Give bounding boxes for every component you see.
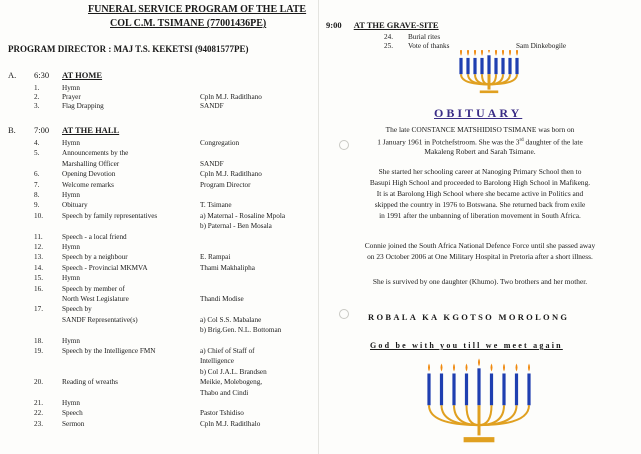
obituary-line-2-a: 1 January 1961 in Potchefstroom. She was the 3: [377, 137, 520, 147]
row-number: 22.: [34, 409, 43, 418]
row-number: 12.: [34, 243, 43, 251]
program-row: [0, 357, 318, 365]
row-number: 16.: [34, 284, 43, 293]
program-row: [0, 149, 318, 157]
row-number: 3.: [34, 101, 40, 110]
row-number: 9.: [34, 201, 40, 210]
program-row: [0, 337, 318, 345]
section-a-letter: A.: [8, 70, 17, 80]
obituary-line-7: skipped the country in 1976 to Botswana. She returned back from exile: [374, 200, 586, 209]
grave-site-time: 9:00: [326, 20, 342, 30]
program-row: [0, 274, 318, 282]
row-number: 25.: [384, 42, 393, 50]
row-item: Speech - a local friend: [62, 232, 127, 241]
program-row: [0, 285, 318, 293]
row-item: Speech by a neighbour: [62, 253, 128, 262]
obituary-line-2-sup: rd: [519, 138, 524, 143]
row-item: Burial rites: [408, 33, 441, 41]
row-number: 14.: [34, 263, 43, 272]
row-item: Speech: [62, 409, 83, 418]
row-responsible: T. Tsimane: [200, 201, 232, 210]
program-row: [0, 84, 318, 92]
row-responsible: Thandi Modise: [200, 295, 244, 303]
obituary-line-11: She is survived by one daughter (Khumo). Two brothers and her mother.: [372, 277, 588, 286]
row-item: Reading of wreaths: [62, 378, 118, 387]
program-row: [0, 305, 318, 313]
row-responsible: Cpln M.J. Raditlhano: [200, 92, 262, 101]
row-item: Sermon: [62, 419, 85, 428]
row-item: Speech by member of: [62, 284, 125, 293]
row-number: 24.: [384, 33, 393, 41]
row-responsible: Thabo and Cindi: [200, 388, 249, 397]
row-number: 13.: [34, 253, 43, 262]
row-item: Speech by: [62, 305, 92, 314]
section-a-time: 6:30: [34, 70, 50, 80]
row-responsible: a) Maternal - Rosaline Mpola: [200, 211, 286, 220]
program-row: [0, 368, 318, 376]
row-item: Hymn: [62, 274, 80, 283]
row-number: 19.: [34, 347, 43, 355]
row-number: 10.: [34, 211, 43, 220]
program-row: [0, 378, 318, 386]
row-item: Hymn: [62, 399, 80, 407]
row-item: Welcome remarks: [62, 180, 114, 189]
row-responsible: a) Chief of Staff of: [200, 347, 255, 355]
obituary-title: OBITUARY: [434, 106, 523, 120]
row-number: 17.: [34, 305, 43, 314]
row-item: Speech by family representatives: [62, 211, 158, 220]
program-row: [0, 201, 318, 209]
row-item: Hymn: [62, 336, 80, 345]
row-responsible: Program Director: [200, 180, 251, 189]
program-row: [0, 102, 318, 110]
obituary-line-6: It is at Barolong High School where she became active in Politics and: [376, 189, 584, 198]
program-title-line1: FUNERAL SERVICE PROGRAM OF THE LATE: [88, 4, 307, 15]
program-row: [0, 399, 318, 407]
row-number: 4.: [34, 139, 40, 147]
program-row: [0, 233, 318, 241]
row-number: 5.: [34, 149, 40, 158]
section-a-heading: AT HOME: [62, 70, 103, 80]
program-row: [0, 212, 318, 220]
row-item: Hymn: [62, 191, 80, 199]
program-row: [0, 264, 318, 272]
row-number: 15.: [34, 274, 43, 283]
obituary-line-1: The late CONSTANCE MATSHIDISO TSIMANE was born on: [385, 125, 575, 134]
grave-site-header: [326, 20, 439, 30]
punch-hole-mark: [339, 309, 349, 319]
program-row: [0, 409, 318, 417]
obituary-line-10: on 23 October 2006 at One Military Hospital in Pretoria after a short illness.: [367, 252, 593, 261]
row-number: 11.: [34, 232, 43, 241]
obituary-line-8: in 1991 after the unbanning of liberation movement in South Africa.: [379, 211, 581, 220]
row-responsible: Intelligence: [200, 357, 234, 366]
program-title-line2: COL C.M. TSIMANE (77001436PE): [110, 18, 267, 29]
row-number: 2.: [34, 92, 40, 101]
row-number: 23.: [34, 419, 43, 428]
obituary-line-4: She started her schooling career at Nanoging Primary School then to: [378, 167, 582, 176]
row-item: Hymn: [62, 139, 80, 147]
row-responsible: Cpln M.J. Raditlhalo: [200, 419, 261, 428]
program-row: [0, 347, 318, 355]
row-number: 1.: [34, 84, 40, 92]
row-item: Marshalling Officer: [62, 159, 120, 168]
row-responsible: SANDF: [200, 101, 224, 110]
row-responsible: Meikie, Molebogeng,: [200, 378, 263, 387]
row-responsible: SANDF: [200, 159, 224, 168]
program-row: [0, 316, 318, 324]
program-row: [0, 253, 318, 261]
row-responsible: b) Paternal - Ben Mosala: [200, 222, 272, 231]
program-row: [0, 139, 318, 147]
row-item: Opening Devotion: [62, 170, 116, 179]
program-row: [0, 295, 318, 303]
punch-hole-mark: [339, 140, 349, 150]
row-item: SANDF Representative(s): [62, 315, 138, 324]
menorah-top-icon: [456, 50, 522, 94]
program-row: [0, 389, 318, 397]
row-responsible: Cpln M.J. Raditlhano: [200, 170, 262, 179]
row-item: Hymn: [62, 243, 80, 251]
robala-heading: ROBALA KA KGOTSO MOROLONG: [368, 312, 570, 322]
row-number: 21.: [34, 399, 43, 407]
obituary-line-5: Basupi High School and proceeded to Barolong High School in Mafikeng.: [369, 178, 591, 187]
row-item: Prayer: [62, 92, 81, 101]
obituary-line-2-b: daughter of the late: [523, 137, 583, 147]
program-row: [0, 243, 318, 251]
row-responsible: a) Col S.S. Mabalane: [200, 315, 262, 324]
row-responsible: E. Rampai: [200, 253, 231, 262]
row-item: Speech - Provincial MKMVA: [62, 263, 148, 272]
row-item: North West Legislature: [62, 295, 129, 303]
section-b-letter: B.: [8, 125, 16, 135]
section-b-heading: AT THE HALL: [62, 125, 120, 135]
row-responsible: Congregation: [200, 139, 240, 147]
grave-site-heading: AT THE GRAVE-SITE: [353, 20, 439, 30]
program-row: [0, 93, 318, 101]
program-row: [0, 160, 318, 168]
program-director: PROGRAM DIRECTOR : MAJ T.S. KEKETSI (94081577PE): [8, 44, 249, 54]
row-item: Obituary: [62, 201, 88, 210]
row-item: Speech by the Intelligence FMN: [62, 347, 156, 355]
row-number: 6.: [34, 170, 40, 179]
row-item: Vote of thanks: [408, 42, 450, 50]
row-number: 8.: [34, 191, 40, 199]
row-number: 18.: [34, 336, 43, 345]
row-item: Announcements by the: [62, 149, 129, 158]
program-row: [0, 420, 318, 428]
row-responsible: Thami Makhalipha: [200, 263, 255, 272]
row-responsible: Sam Dinkebogile: [516, 42, 567, 50]
section-b-time: 7:00: [34, 125, 50, 135]
program-row: [0, 326, 318, 334]
row-item: Flag Drapping: [62, 101, 104, 110]
section-a-header: [8, 70, 103, 80]
program-row: [0, 181, 318, 189]
program-row: [0, 170, 318, 178]
menorah-bottom-icon: [424, 358, 534, 444]
program-row: [0, 191, 318, 199]
page-fold-line: [318, 0, 319, 454]
obituary-line-9: Connie joined the South Africa National Defence Force until she passed away: [364, 241, 596, 250]
row-responsible: b) Brig.Gen. N.L. Bottoman: [200, 326, 282, 335]
obituary-line-3: Makaleng Robert and Sarah Tsimane.: [424, 147, 536, 156]
row-responsible: Pastor Tshidiso: [200, 409, 244, 418]
program-row: [0, 222, 318, 230]
row-responsible: b) Col J.A.L. Brandsen: [200, 367, 267, 376]
row-number: 7.: [34, 180, 40, 189]
farewell-line: God be with you till we meet again: [370, 341, 563, 350]
row-number: 20.: [34, 378, 43, 387]
section-b-header: [8, 125, 120, 135]
row-item: Hymn: [62, 84, 80, 92]
